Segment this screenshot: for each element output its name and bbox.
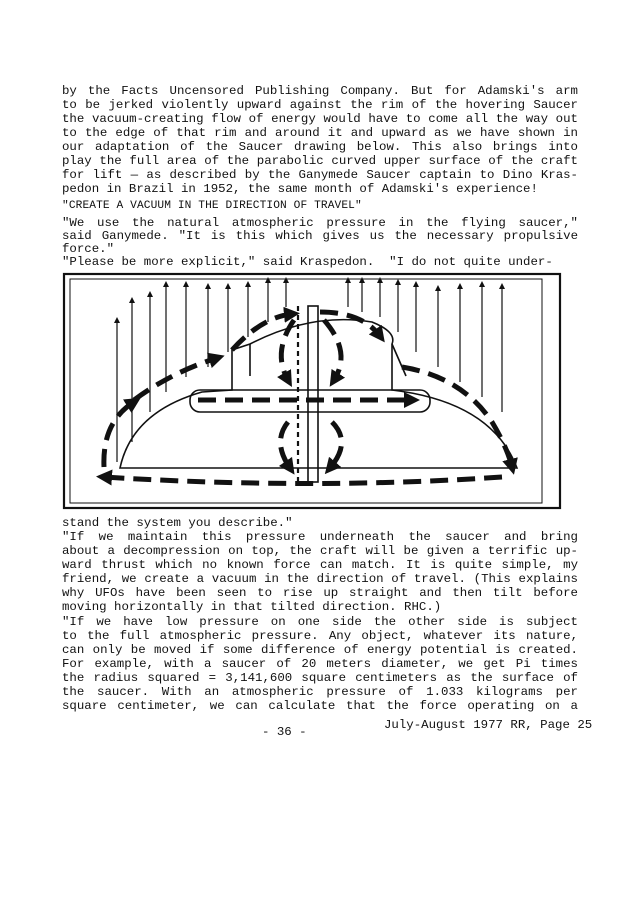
text-line: to the edge of that rim and around it and upward as we have shown in xyxy=(62,126,578,140)
text-line: why UFOs have been seen to rise up straight and then tilt before xyxy=(62,586,578,600)
text-line: "We use the natural atmospheric pressure in the flying saucer," xyxy=(62,216,578,230)
text-line: "Please be more explicit," said Kraspedon. "I do not quite under- xyxy=(62,255,553,269)
text-line: about a decompression on top, the craft will be given a terrific up- xyxy=(62,544,578,558)
text-line: to be jerked violently upward against the rim of the hovering Saucer xyxy=(62,98,578,112)
text-line: moving horizontally in that tilted direction. RHC.) xyxy=(62,600,442,614)
section-heading: "CREATE A VACUUM IN THE DIRECTION OF TRAVEL" xyxy=(62,200,362,212)
diagram-inner-border xyxy=(70,279,542,503)
text-line: stand the system you describe." xyxy=(62,516,293,530)
text-line: the radius squared = 3,141,600 square centimeters as the surface of xyxy=(62,671,578,685)
page-number: - 36 - xyxy=(262,725,307,739)
diagram-border xyxy=(64,274,560,508)
text-line: square centimeter, we can calculate that the force operating on a xyxy=(62,699,578,713)
text-line: to the full atmospheric pressure. Any object, whatever its nature, xyxy=(62,629,578,643)
saucer-airflow-diagram xyxy=(62,272,564,512)
upward-airflow-arrows xyxy=(117,280,502,462)
text-line: friend, we create a vacuum in the direction of travel. (This explains xyxy=(62,572,578,586)
saucer-outline xyxy=(120,306,517,482)
text-line: can only be moved if some difference of energy potential is created. xyxy=(62,643,578,657)
issue-footer: July-August 1977 RR, Page 25 xyxy=(384,718,593,732)
text-line: the saucer. With an atmospheric pressure of 1.033 kilograms per xyxy=(62,685,578,699)
text-line: for lift — as described by the Ganymede Saucer captain to Dino Kras- xyxy=(62,168,578,182)
text-line: For example, with a saucer of 20 meters diameter, we get Pi times xyxy=(62,657,578,671)
text-line: the vacuum-creating flow of energy would have to come all the way out xyxy=(62,112,578,126)
text-line: our adaptation of the Saucer drawing below. This also brings into xyxy=(62,140,578,154)
text-line: "If we maintain this pressure underneath the saucer and bring xyxy=(62,530,578,544)
text-line: ward thrust which no known force can match. It is quite simple, my xyxy=(62,558,578,572)
text-line: pedon in Brazil in 1952, the same month of Adamski's experience! xyxy=(62,182,538,196)
text-line: by the Facts Uncensored Publishing Company. But for Adamski's arm xyxy=(62,84,578,98)
text-line: force." xyxy=(62,242,115,256)
text-line: "If we have low pressure on one side the other side is subject xyxy=(62,615,578,629)
text-line: play the full area of the parabolic curved upper surface of the craft xyxy=(62,154,578,168)
text-line: said Ganymede. "It is this which gives us the necessary propulsive xyxy=(62,229,578,243)
